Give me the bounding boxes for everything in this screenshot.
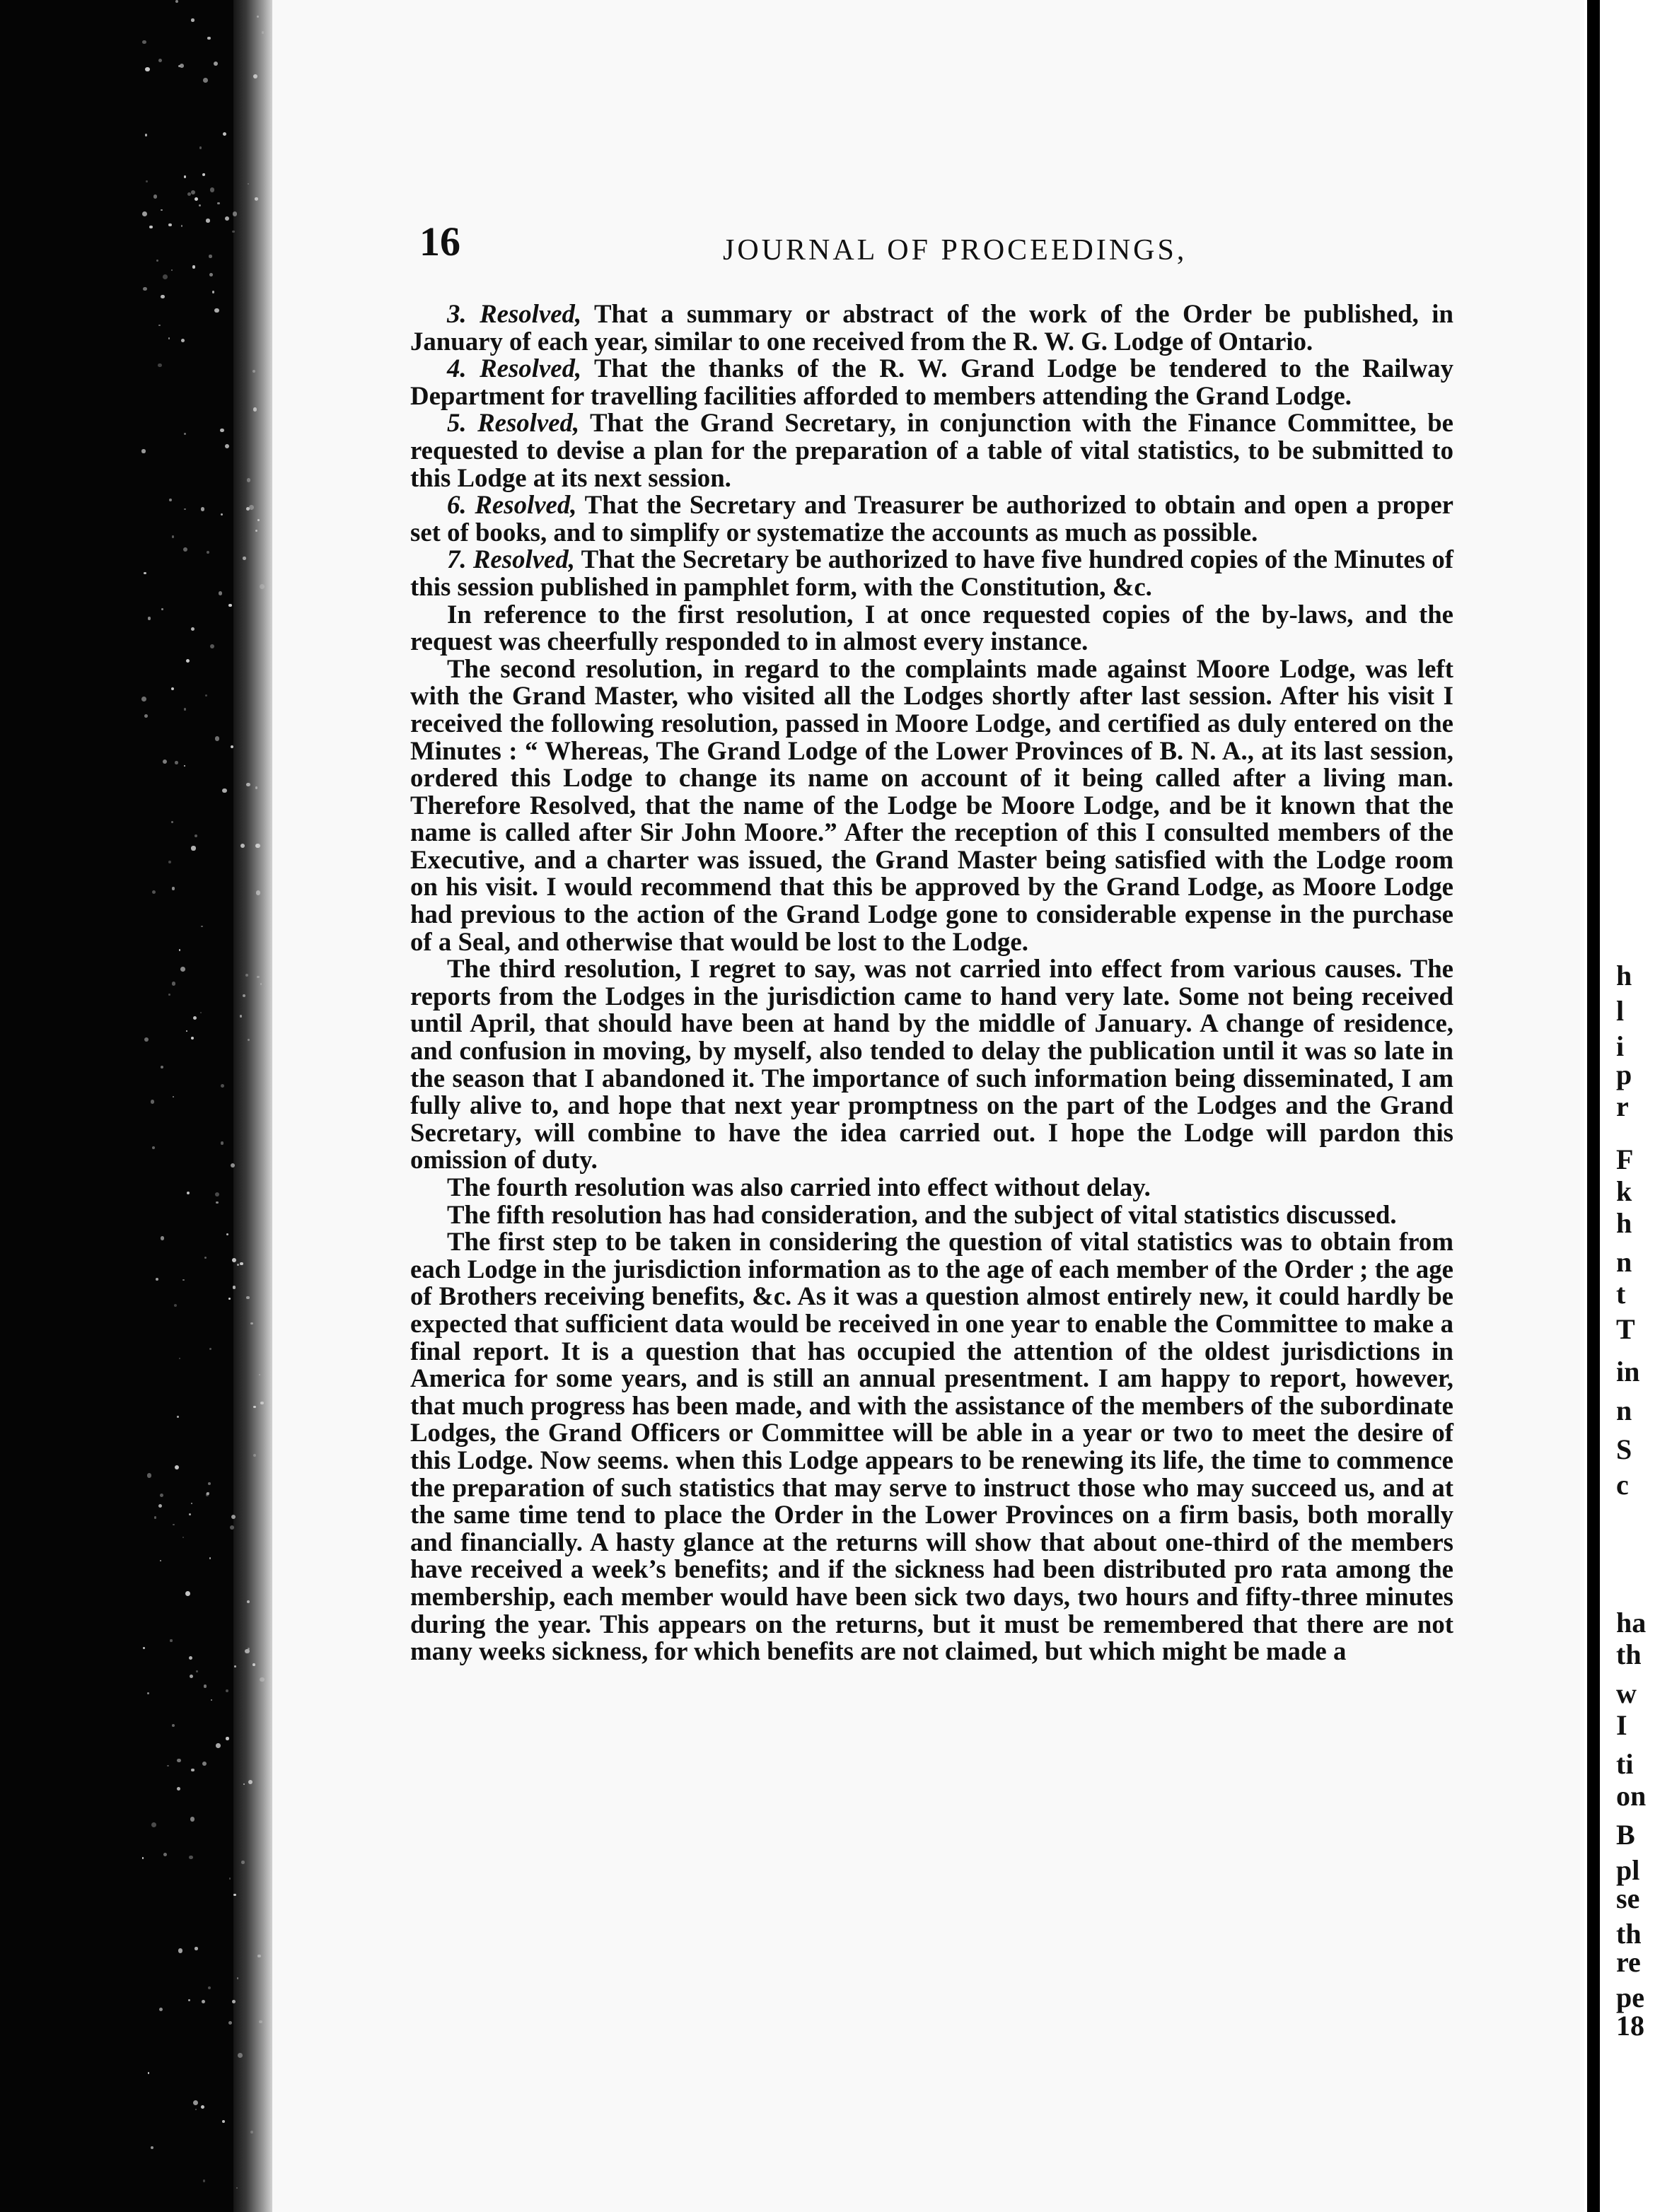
facing-page-fragment: 18 xyxy=(1616,2010,1644,2042)
scan-speck xyxy=(145,67,149,71)
scan-speck xyxy=(246,783,250,787)
paragraph-resolution-4 xyxy=(410,355,1453,409)
facing-page-fragment: F xyxy=(1616,1143,1634,1175)
page-separator-bar xyxy=(1587,0,1600,2212)
scan-speck xyxy=(240,1262,243,1265)
scan-speck xyxy=(181,339,185,342)
scan-speck xyxy=(238,2053,243,2058)
scan-speck xyxy=(260,584,265,589)
scan-speck xyxy=(172,982,175,985)
scan-speck xyxy=(203,2179,205,2182)
scan-speck xyxy=(257,519,260,521)
scan-speck xyxy=(178,1948,183,1953)
scan-speck xyxy=(158,59,162,62)
scan-speck xyxy=(195,197,198,201)
resolution-lead: 5. Resolved, xyxy=(447,408,580,438)
paragraph-resolution-6 xyxy=(410,491,1453,546)
scan-speck xyxy=(195,1947,198,1950)
scan-speck xyxy=(250,1322,253,1325)
scan-speck xyxy=(260,1677,264,1682)
body-text xyxy=(410,301,1453,1665)
scan-speck xyxy=(143,1647,145,1649)
scan-speck xyxy=(203,78,208,83)
scan-speck xyxy=(191,18,194,21)
scan-speck xyxy=(151,1100,154,1103)
facing-page-fragment: h xyxy=(1616,1207,1632,1239)
scan-speck xyxy=(152,890,156,894)
scan-speck xyxy=(232,1258,236,1262)
scan-speck xyxy=(196,1670,198,1672)
scan-speck xyxy=(174,1304,177,1307)
scan-speck xyxy=(170,1639,172,1641)
scan-speck xyxy=(147,1473,151,1477)
scan-speck xyxy=(144,714,148,718)
scan-speck xyxy=(257,16,259,18)
resolution-lead: 7. Resolved, xyxy=(447,545,575,574)
scan-speck xyxy=(193,2100,198,2105)
scan-speck xyxy=(151,1822,156,1827)
facing-page-fragment: ha xyxy=(1616,1607,1647,1638)
scan-speck xyxy=(222,788,226,793)
facing-page-fragment: th xyxy=(1616,1918,1642,1950)
scan-speck xyxy=(209,1557,211,1559)
facing-page-fragment: n xyxy=(1616,1395,1632,1426)
paragraph-resolution-5 xyxy=(410,409,1453,491)
paragraph-text: That the Grand Secretary, in conjunction with the Finance Committee, be requested to devise a plan for the preparation of a table of vital statistics, to be submitted to this Lodge at its next session. xyxy=(410,408,1453,492)
scan-speck xyxy=(168,994,170,996)
facing-page-fragment: ti xyxy=(1616,1748,1634,1780)
scan-speck xyxy=(221,1141,223,1144)
scan-speck xyxy=(168,337,170,339)
facing-page-fragment: h xyxy=(1616,960,1632,991)
scan-speck xyxy=(186,1030,187,1032)
scan-speck xyxy=(219,591,223,595)
facing-page-fragment: B xyxy=(1616,1819,1635,1851)
scan-speck xyxy=(256,890,260,895)
scan-speck xyxy=(163,274,168,279)
facing-page-fragment: t xyxy=(1616,1278,1626,1310)
scan-speck xyxy=(189,1856,192,1859)
scan-speck xyxy=(211,1699,212,1701)
scan-speck xyxy=(184,433,186,435)
paragraph-fifth-resolution xyxy=(410,1201,1453,1229)
scan-speck xyxy=(181,225,183,227)
facing-page-fragment: l xyxy=(1616,995,1625,1027)
paragraph-text: The first step to be taken in considering the question of vital statistics was to obtain from each Lodge in the jurisdiction information as to the age of each member of the Order ; the age of Brothers receiving benefits, &c. As it was a question almost entirely new, it could hardly be expected that sufficient data would be received in one year to enable the Committee to make a final report. It is a question that has occupied the attention of the oldest jurisdictions in America for some years, and is still an annual presentment. I am happy to report, however, that much progress has been made, and with the assistance of the members of the subordinate Lodges, the Grand Officers or Committee will be able in a year or two to meet the desire of this Lodge. Now seems. when this Lodge appears to be renewing its life, the time to commence the preparation of such statistics that may serve to instruct those who may succeed us, and at the same time tend to place the Order in the Lower Provinces on a firm basis, both morally and financially. A hasty glance at the returns will show that about one-third of the members have received a week’s benefits; and if the sickness had been distributed pro rata among the membership, each member would have been sick two days, two hours and fifty-three minutes during the year. This appears on the returns, but it must be remembered that there are not many weeks sickness, for which benefits are not claimed, but which might be made a xyxy=(410,1227,1453,1666)
facing-page-fragment: pl xyxy=(1616,1854,1640,1886)
paragraph-fourth-resolution xyxy=(410,1174,1453,1201)
scan-speck xyxy=(228,604,231,607)
scan-speck xyxy=(151,2146,153,2149)
scan-speck xyxy=(148,617,151,619)
scan-speck xyxy=(230,1525,234,1530)
scan-speck xyxy=(204,1257,207,1259)
scan-speck xyxy=(253,74,257,78)
resolution-lead: 4. Resolved, xyxy=(447,354,582,383)
facing-page-fragment: c xyxy=(1616,1469,1629,1501)
facing-page-fragment: i xyxy=(1616,1030,1625,1062)
scan-speck xyxy=(171,269,173,271)
scan-speck xyxy=(217,202,220,205)
paragraph-text: The fourth resolution was also carried into effect without delay. xyxy=(447,1172,1151,1201)
scan-speck xyxy=(167,1765,168,1766)
facing-page-edge xyxy=(1616,0,1672,2212)
scan-speck xyxy=(158,1504,162,1508)
scan-speck xyxy=(246,1296,249,1299)
scan-speck xyxy=(183,547,187,552)
facing-page-fragment: se xyxy=(1616,1882,1640,1914)
scan-speck xyxy=(233,211,238,216)
scan-speck xyxy=(161,1066,163,1069)
facing-page-fragment: p xyxy=(1616,1059,1632,1090)
scan-speck xyxy=(173,1524,175,1526)
scan-speck xyxy=(209,255,211,257)
scan-speck xyxy=(255,786,257,788)
paragraph-text: That the thanks of the R. W. Grand Lodge be tendered to the Railway Department for travelling facilities afforded to members attending the Grand Lodge. xyxy=(410,354,1453,410)
scan-speck xyxy=(143,287,147,291)
paragraph-second-resolution xyxy=(410,653,1453,956)
scan-speck xyxy=(249,505,254,510)
scan-speck xyxy=(191,190,195,194)
paragraph-text: That a summary or abstract of the work of the Order be published, in January of each year, similar to one received from the R. W. G. Lodge of Ontario. xyxy=(410,299,1453,356)
scan-speck xyxy=(226,1737,228,1740)
running-title: JOURNAL OF PROCEEDINGS, xyxy=(723,234,1188,267)
page-number: 16 xyxy=(419,219,460,264)
scan-speck xyxy=(192,265,196,269)
paragraph-text: The second resolution, in regard to the complaints made against Moore Lodge, was left with the Grand Master, who visited all the Lodges shortly after last session. After his visit I received the following resolution, passed in Moore Lodge, and certified as duly entered on the Minutes : “ Whereas, The Grand Lodge of the Lower Provinces of B. N. A., at its last session, ordered this Lodge to change its name on account of it being called after a living man. Therefore Resolved, that the name of the Lodge be Moore Lodge, and be it known that the name is called after Sir John Moore.” After the reception of this I consulted members of the Executive, and a charter was issued, the Grand Master being satisfied with the Lodge room on his visit. I would recommend that this be approved by the Grand Lodge, as Moore Lodge had previous to the action of the Grand Lodge gone to considerable expense in the purchase of a Seal, and otherwise that would be lost to the Lodge. xyxy=(410,653,1453,956)
facing-page-fragment: w xyxy=(1616,1677,1637,1709)
scan-speck xyxy=(208,1482,211,1485)
scan-speck xyxy=(144,1037,149,1042)
scan-speck xyxy=(248,183,249,185)
scan-speck xyxy=(241,1861,245,1864)
scan-speck xyxy=(153,194,157,198)
scan-speck xyxy=(206,219,210,223)
scan-speck xyxy=(215,736,220,741)
scan-speck xyxy=(243,557,246,560)
scan-dark-margin xyxy=(0,0,255,2212)
scan-speck xyxy=(225,216,229,221)
scan-speck xyxy=(142,1857,144,1859)
scan-speck xyxy=(228,1298,231,1300)
scan-speck xyxy=(173,1096,174,1098)
scan-speck xyxy=(187,1192,190,1194)
scan-speck xyxy=(189,1656,192,1660)
scan-speck xyxy=(172,535,175,538)
scan-speck xyxy=(172,1724,175,1727)
paragraph-text: In reference to the first resolution, I at once requested copies of the by-laws, and the request was cheerfully responded to in almost every instance. xyxy=(410,599,1453,656)
scan-speck xyxy=(163,1853,167,1856)
scan-speck xyxy=(201,926,203,928)
resolution-lead: 3. Resolved, xyxy=(447,299,582,328)
scan-speck xyxy=(200,1012,202,1013)
paragraph-vital-statistics xyxy=(410,1228,1453,1665)
scan-speck xyxy=(190,1817,195,1822)
binding-gutter xyxy=(233,0,276,2212)
scan-speck xyxy=(156,1278,158,1281)
scan-speck xyxy=(253,1454,256,1457)
facing-page-fragment: r xyxy=(1616,1090,1629,1122)
scan-speck xyxy=(232,231,234,233)
scan-speck xyxy=(253,407,257,411)
scan-speck xyxy=(149,226,152,228)
scan-speck xyxy=(177,1787,180,1791)
paragraph-third-resolution xyxy=(410,955,1453,1174)
scan-speck xyxy=(177,1759,180,1762)
scan-speck xyxy=(214,308,219,313)
paragraph-resolution-7 xyxy=(410,546,1453,600)
facing-page-fragment: in xyxy=(1616,1356,1640,1387)
scan-speck xyxy=(171,821,173,823)
scan-speck xyxy=(175,1465,179,1469)
scan-speck xyxy=(180,64,184,68)
paragraph-resolution-3 xyxy=(410,301,1453,355)
scan-speck xyxy=(142,40,146,44)
scan-speck xyxy=(210,644,214,648)
paragraph-text: The third resolution, I regret to say, was not carried into effect from various causes. The reports from the Lodges in the jurisdiction came to hand very late. Some not being received until April, that should have been at hand by the middle of January. A change of residence, and confusion in moving, by myself, also tended to delay the publication until it was so late in the season that I abandoned it. The importance of such information being disseminated, I am fully alive to, and hope that next year promptness on the part of the Lodges and the Grand Secretary, will combine to have the idea carried out. I hope the Lodge will pardon this omission of duty. xyxy=(410,954,1453,1175)
scan-speck xyxy=(182,1537,184,1538)
scan-speck xyxy=(168,861,171,863)
paragraph-text: The fifth resolution has had consideration, and the subject of vital statistics discussed. xyxy=(447,1199,1397,1229)
facing-page-fragment: T xyxy=(1616,1313,1635,1345)
scan-speck xyxy=(184,508,185,510)
paragraph-text: That the Secretary and Treasurer be authorized to obtain and open a proper set of books, and to simplify or systematize the accounts as much as possible. xyxy=(410,490,1453,547)
scan-speck xyxy=(184,708,186,710)
scan-speck xyxy=(245,974,248,977)
facing-page-fragment: on xyxy=(1616,1780,1647,1812)
scan-speck xyxy=(234,1665,236,1667)
scan-speck xyxy=(210,187,214,192)
facing-page-fragment: re xyxy=(1616,1946,1641,1978)
paragraph-text: That the Secretary be authorized to have five hundred copies of the Minutes of this session published in pamphlet form, with the Constitution, &c. xyxy=(410,545,1453,601)
scan-speck xyxy=(216,1743,221,1748)
scan-speck xyxy=(161,1236,164,1240)
resolution-lead: 6. Resolved, xyxy=(447,490,577,520)
scan-speck xyxy=(255,844,260,848)
scan-speck xyxy=(168,223,172,227)
scan-speck xyxy=(220,429,223,432)
facing-page-fragment: k xyxy=(1616,1175,1632,1207)
scan-speck xyxy=(212,291,214,293)
facing-page-fragment: S xyxy=(1616,1433,1632,1465)
scan-speck xyxy=(161,209,162,211)
scan-speck xyxy=(142,211,147,216)
facing-page-fragment: pe xyxy=(1616,1981,1644,2013)
scan-speck xyxy=(189,1513,191,1515)
scan-speck xyxy=(199,204,201,206)
scan-speck xyxy=(161,608,163,610)
scan-speck xyxy=(145,134,148,136)
scan-speck xyxy=(207,37,210,40)
scan-speck xyxy=(191,846,195,850)
scan-speck xyxy=(199,146,202,149)
scan-speck xyxy=(232,2000,236,2003)
scan-speck xyxy=(252,1663,255,1666)
scan-speck xyxy=(207,1492,209,1494)
scan-speck xyxy=(172,887,175,890)
facing-page-fragment: th xyxy=(1616,1638,1642,1670)
scan-speck xyxy=(247,1600,250,1603)
scan-speck xyxy=(141,449,145,453)
paragraph-first-resolution xyxy=(410,601,1453,656)
scan-speck xyxy=(236,2187,238,2189)
scan-speck xyxy=(262,31,264,33)
scan-speck xyxy=(257,976,259,978)
scan-speck xyxy=(216,1201,218,1204)
facing-page-fragment: I xyxy=(1616,1709,1627,1741)
scan-speck xyxy=(231,745,233,748)
scan-speck xyxy=(141,697,146,702)
facing-page-fragment: n xyxy=(1616,1246,1632,1278)
scan-speck xyxy=(182,1279,184,1281)
scan-speck xyxy=(247,478,250,482)
